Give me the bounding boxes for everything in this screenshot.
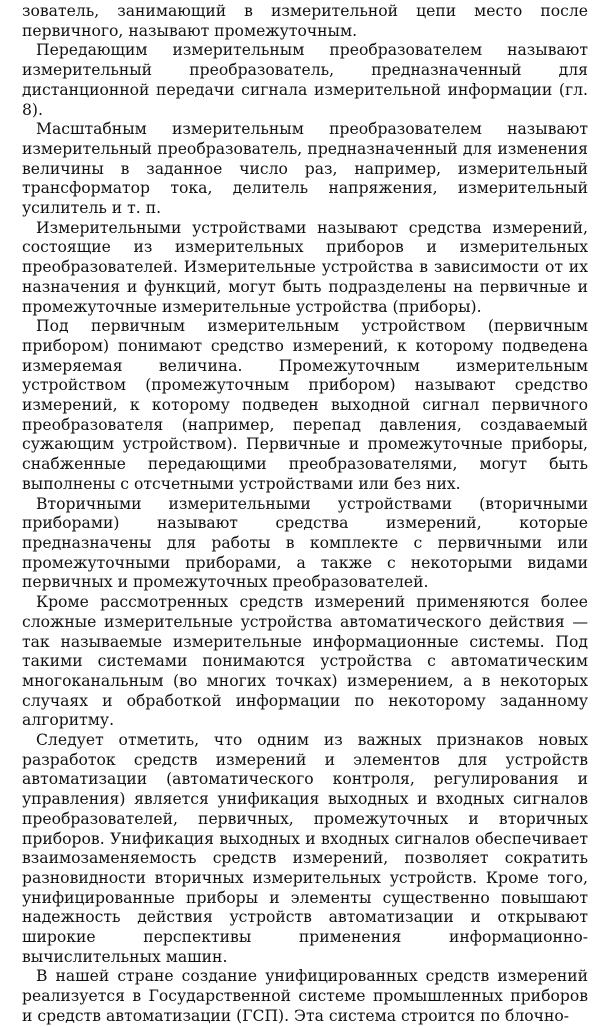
- paragraph-signal-unification: Следует отметить, что одним из важных признаков новых разработок средств измерений и элементов для устройств автоматизации (автоматического контроля, регулирования и управления) является унификация выходных и входных сигналов преобразователей, первичных, промежуточных и вторичных приборов. Унификация выходных и входных сигналов обеспечивает взаимозаменяемость средств измерений, позволяет сократить разновидности вторичных измерительных устройств. Кроме того, унифицированные приборы и элементы существенно повышают надежность действия устройств автоматизации и открывают широкие перспективы применения информационно-вычислительных машин.: [22, 731, 588, 966]
- paragraph-primary-device: Под первичным измерительным устройством (первичным прибором) понимают средство измерений, к которому подведена измеряемая величина. Промежуточным измерительным устройством (промежуточным прибором) называют средство измерений, к которому подведен выходной сигнал первичного преобразователя (например, перепад давления, создаваемый сужающим устройством). Первичные и промежуточные приборы, снабженные передающими преобразователями, могут быть выполнены с отсчетными устройствами или без них.: [22, 317, 588, 493]
- paragraph-measuring-devices: Измерительными устройствами называют средства измерений, состоящие из измерительных приборов и измерительных преобразователей. Измерительные устройства в зависимости от их назначения и функций, могут быть подразделены на первичные и промежуточные измерительные устройства (приборы).: [22, 218, 588, 316]
- paragraph-scaling-converter: Масштабным измерительным преобразователем называют измерительный преобразователь, предназначенный для изменения величины в заданное число раз, например, измерительный трансформатор тока, делитель напряжения, измерительный усилитель и т. п.: [22, 120, 588, 218]
- paragraph-continuation: зователь, занимающий в измерительной цепи место после первичного, называют промежуточным.: [22, 2, 588, 40]
- document-page: [22, 2, 588, 1027]
- paragraph-transmitting-converter: Передающим измерительным преобразователем называют измерительный преобразователь, предназначенный для дистанционной передачи сигнала измерительной информации (гл. 8).: [22, 41, 588, 119]
- paragraph-information-systems: Кроме рассмотренных средств измерений применяются более сложные измерительные устройства автоматического действия — так называемые измерительные информационные системы. Под такими системами понимаются устройства с автоматическим многоканальным (во многих точках) измерением, а в некоторых случаях и обработкой информации по некоторому заданному алгоритму.: [22, 593, 588, 730]
- paragraph-secondary-devices: Вторичными измерительными устройствами (вторичными приборами) называют средства измерений, которые предназначены для работы в комплекте с первичными или промежуточными приборами, а также с некоторыми видами первичных и промежуточных преобразователей.: [22, 494, 588, 592]
- paragraph-gsp-system: В нашей стране создание унифицированных средств измерений реализуется в Государственной системе промышленных приборов и средств автоматизации (ГСП). Эта система строится по блочно-: [22, 967, 588, 1025]
